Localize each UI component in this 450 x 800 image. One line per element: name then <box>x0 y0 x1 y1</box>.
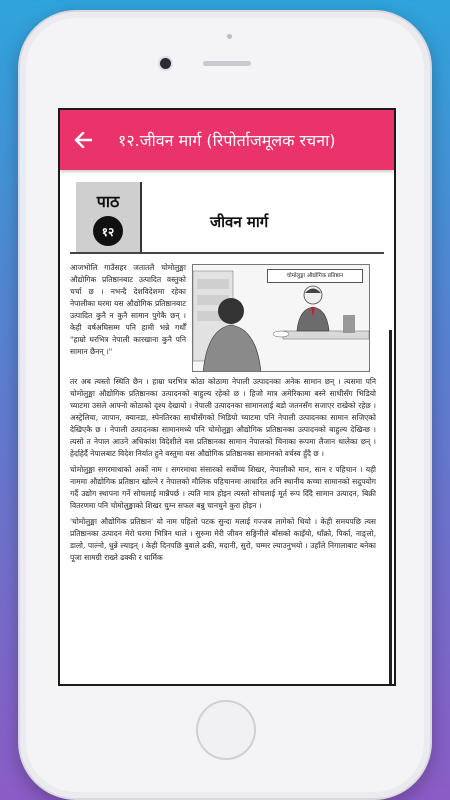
chapter-title: जीवन मार्ग <box>210 213 269 231</box>
page-title: १२.जीवन मार्ग (रिपोर्ताजमूलक रचना) <box>118 131 336 150</box>
lesson-badge <box>76 182 142 252</box>
lesson-number: १२ <box>93 216 123 246</box>
paragraph-1: तर अब त्यस्तो स्थिति छैन । हाम्रा घरभित्र कोठा कोठामा नेपाली उत्पादनका अनेक सामान छन् । त्यसमा पनि चोमोलुङ्मा औद्योगिक प्रतिष्ठानका उत्पादनको बाहुल्य रहेको छ । हिजो मात्र अमेरिकामा बस्ने साथीसँग भिडियो च्याटमा उसले आफ्नो कोठाको दृश्य देखायो । नेपाली उत्पादनका सामानलाई बडो जतनसँग सजाएर राखेको रहेछ । अस्ट्रेलिया, जापान, क्यानडा, स्पेनतिरका साथीसँगको भिडियो च्याटमा पनि नेपाली उत्पादनका सामान सजिएको देखिएकै छ । नेपाली उत्पादनका सामानमध्ये पनि चोमोलुङ्मा औद्योगिक प्रतिष्ठानका उत्पादनको बाहुल्य देखिन्छ । त्यसो त नेपाल आउने अधिकांश विदेशीले यस प्रतिष्ठानका सामान नेपालको चिनाका रूपमा लैजान थालेका छन् । हेर्दाहेर्दै नेपालबाट विदेश निर्यात हुने वस्तुमा यस औद्योगिक प्रतिष्ठानका सामानको वर्चस्व हुँदै छ । <box>70 377 376 458</box>
lesson-header <box>70 176 384 254</box>
home-button[interactable] <box>196 700 256 760</box>
app-bar <box>60 110 394 170</box>
lesson-word: पाठ <box>96 192 120 211</box>
intro-section <box>70 262 384 372</box>
app-screen <box>58 108 396 686</box>
page-margin-line <box>389 330 392 686</box>
company-sign: चोमोलुङ्मा औद्योगिक प्रतिष्ठान <box>267 269 363 283</box>
earpiece-speaker <box>203 61 251 66</box>
phone-frame <box>18 10 432 800</box>
arrow-left-icon[interactable] <box>74 129 96 151</box>
intro-paragraph: आजभोलि गाउँसहर जतातलै चोमोलुङ्मा औद्योगिक प्रतिष्ठानबाट उत्पादित वस्तुको चर्चा छ । नभन्दै देशविदेशमा रहेका नेपालीका घरमा यस औद्योगिक प्रतिष्ठानबाट उत्पादित कुनै न कुनै सामान पुगेकै छन् । केही वर्षअघिसम्म पनि हामी भन्ने गर्थौँ "हाम्रो घरभित्र नेपाली कारखाना कुनै पनि सामान छैनन् ।" <box>70 263 186 356</box>
factory-office-illustration <box>192 264 370 372</box>
front-camera <box>160 58 171 69</box>
paragraph-2: चोमोलुङ्मा सगरमाथाको अर्को नाम । सगरमाथा संसारको सर्वोच्च शिखर, नेपालीको मान, सान र पहिचान । यही नाममा औद्योगिक प्रतिष्ठान खोल्ने र नेपालको मौलिक पहिचानमा आधारित अनि स्थानीय कच्चा सामानको सदुपयोग गर्दै उद्योग स्थापना गर्ने सोचलाई मान्नैपर्छ । त्यति मात्र होइन त्यस्तो सोचलाई मूर्त रूप दिँदै सामान उत्पादन, बिक्री वितरणमा पनि चोमोलुङ्माको शिखर चुम्न सफल बन्नु चानचुने कुरा होइन । <box>70 465 376 510</box>
proximity-sensor <box>227 34 232 39</box>
lesson-content[interactable] <box>60 170 394 686</box>
paragraph-3: 'चोमोलुङ्मा औद्योगिक प्रतिष्ठान' यो नाम पहिलो पटक सुन्दा मलाई गज्जब लागेको थियो । केही समयपछि त्यस प्रतिष्ठानका उत्पादन मेरो घरमा भित्रिन थाले । सुरुमा मेरी जीवन सङ्गिनीले बाँसको काइँयो, थाँक्रो, पिर्का, नाङ्लो, डालो, पाल्नो, धुन्ने ल्याइन् । केही दिनपछि बुवाले ढकी, मदानी, सुरो, चम्मर ल्याउनुभयो । उहाँले निगालाबाट बनेका पूजा सामग्री राख्ने ढक्की र धार्मिक <box>70 517 376 562</box>
